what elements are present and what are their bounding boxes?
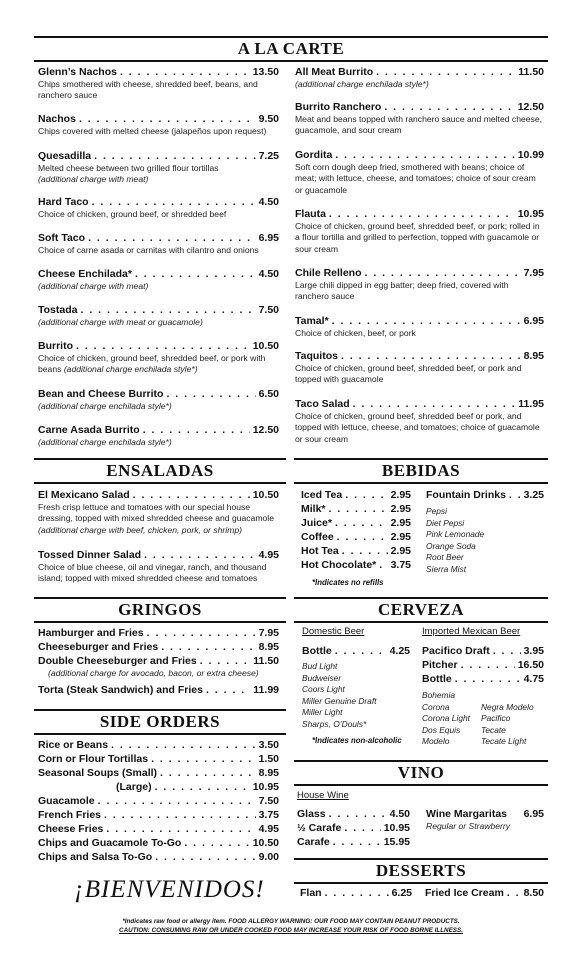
menu-item bbox=[295, 398, 544, 445]
domestic-beer bbox=[302, 645, 410, 731]
menu-item bbox=[38, 113, 279, 137]
menu-item: Double Cheeseburger and Fries . . . 11.50 bbox=[38, 655, 279, 668]
item-price: 6.95 bbox=[523, 808, 544, 820]
menu-item bbox=[295, 101, 544, 137]
item-name: Taco Salad bbox=[295, 398, 350, 410]
menu-item bbox=[295, 208, 544, 255]
item-description: Meat and beans topped with ranchero sauce and melted cheese, guacamole, and sour cream bbox=[295, 114, 542, 136]
item-price: 11.50 bbox=[518, 66, 544, 78]
item-description: Chips covered with melted cheese (jalapeños upon request) bbox=[38, 126, 267, 136]
menu-item bbox=[38, 268, 279, 292]
section-rule bbox=[34, 36, 548, 38]
item-description: Choice of carne asada or carnitas with cilantro and onions bbox=[38, 245, 259, 255]
item-price: 10.95 bbox=[517, 208, 544, 220]
item-description: Melted cheese between two grilled flour tortillas bbox=[38, 163, 219, 173]
item-description: Soft corn dough deep fried, smothered with beans; choice of meat; with lettuce, cheese, and tomatoes; choice of sour cream or guacamole bbox=[295, 162, 536, 195]
menu-item bbox=[295, 350, 544, 386]
item-description: Choice of blue cheese, oil and vinegar, ranch, and thousand island; topped with mixed shredded cheese and tomatoes bbox=[38, 562, 267, 584]
menu-item: Cheese Fries . . . 4.95 bbox=[38, 823, 279, 836]
section-rule bbox=[34, 597, 286, 599]
item-name: Soft Taco bbox=[38, 232, 86, 244]
item-name: Quesadilla bbox=[38, 150, 92, 162]
menu-item: Chips and Guacamole To-Go . . . 10.50 bbox=[38, 837, 279, 850]
imported-beer-list-a: Bohemia Corona Corona Light Dos Equis Modelo bbox=[422, 690, 470, 747]
item-description bbox=[38, 353, 279, 376]
item-name: Nachos bbox=[38, 113, 76, 125]
section-rule bbox=[34, 458, 286, 460]
menu-item: Guacamole . . . 7.50 bbox=[38, 795, 279, 808]
item-price: 11.95 bbox=[518, 398, 544, 410]
drink-row: Hot Tea . . . 2.95 bbox=[301, 545, 411, 558]
item-name: Cheese Enchilada* bbox=[38, 268, 132, 280]
item-name: Bottle bbox=[302, 645, 332, 657]
menu-item: Chips and Salsa To-Go . . . 9.00 bbox=[38, 851, 279, 864]
menu-item bbox=[38, 424, 279, 448]
menu-item: Rice or Beans . . . 3.50 bbox=[38, 739, 279, 752]
dessert-flan bbox=[300, 887, 412, 900]
item-note: (additional charge enchilada style*) bbox=[38, 401, 172, 411]
item-description: Chips smothered with cheese, shredded beef, beans, and ranchero sauce bbox=[38, 79, 258, 101]
item-name: El Mexicano Salad bbox=[38, 489, 130, 501]
item-price: 6.25 bbox=[391, 887, 412, 899]
footer-disclaimer bbox=[0, 917, 582, 935]
section-rule bbox=[34, 482, 286, 484]
section-rule bbox=[34, 733, 286, 735]
menu-item: Glass . . . 4.50 bbox=[297, 808, 410, 821]
imported-beer bbox=[422, 645, 544, 686]
section-rule bbox=[34, 60, 548, 62]
section-rule bbox=[294, 482, 548, 484]
item-name: Tossed Dinner Salad bbox=[38, 549, 142, 561]
menu-item bbox=[38, 489, 279, 536]
item-price: 7.95 bbox=[523, 267, 544, 279]
item-price: 3.25 bbox=[523, 489, 544, 501]
item-description: Choice of chicken, ground beef, shredded beef, or pork and topped with guacamole bbox=[295, 363, 522, 385]
fountain-list: Pepsi Diet Pepsi Pink Lemonade Orange Soda Root Beer Sierra Mist bbox=[426, 506, 485, 574]
drink-row: Coffee . . . 2.95 bbox=[301, 531, 411, 544]
gringos-list bbox=[38, 627, 279, 697]
menu-item: Corn or Flour Tortillas . . . 1.50 bbox=[38, 753, 279, 766]
side-orders-list bbox=[38, 739, 279, 864]
section-rule bbox=[294, 621, 548, 623]
menu-item bbox=[38, 549, 279, 585]
item-price: 6.95 bbox=[523, 315, 544, 327]
item-name: Burrito Ranchero bbox=[295, 101, 382, 113]
item-name: Fountain Drinks bbox=[426, 489, 506, 501]
menu-item: Pacifico Draft . . . 3.95 bbox=[422, 645, 544, 658]
item-name: Tostada bbox=[38, 304, 78, 316]
imported-beer-list-b: Negra Modelo Pacifico Tecate Tecate Light bbox=[481, 701, 534, 747]
item-name: Chile Relleno bbox=[295, 267, 362, 279]
section-title-ensaladas: ENSALADAS bbox=[106, 461, 214, 480]
menu-item: Pitcher . . . 16.50 bbox=[422, 659, 544, 672]
menu-item bbox=[38, 196, 279, 220]
menu-item bbox=[38, 388, 279, 412]
item-name: Taquitos bbox=[295, 350, 338, 362]
item-price: 12.50 bbox=[517, 101, 544, 113]
item-price: 8.50 bbox=[523, 887, 544, 899]
section-title-vino: VINO bbox=[397, 763, 445, 782]
house-wine-header: House Wine bbox=[297, 790, 349, 801]
item-price: 4.95 bbox=[258, 549, 279, 561]
section-title-bebidas: BEBIDAS bbox=[381, 461, 461, 480]
menu-item bbox=[38, 340, 279, 376]
item-name: Flan bbox=[300, 887, 322, 899]
item-description-text: Choice of chicken, ground beef, shredded beef, or pork with beans bbox=[38, 353, 266, 375]
item-price: 4.50 bbox=[258, 268, 279, 280]
item-name: Wine Margaritas bbox=[426, 808, 508, 820]
item-price: 7.25 bbox=[258, 150, 279, 162]
menu-item: Cheeseburger and Fries . . . 8.95 bbox=[38, 641, 279, 654]
fountain-drinks bbox=[426, 489, 544, 576]
item-description: Large chili dipped in egg batter; deep fried, covered with ranchero sauce bbox=[295, 280, 509, 302]
item-name: Carne Asada Burrito bbox=[38, 424, 140, 436]
menu-item: Carafe . . . 15.95 bbox=[297, 836, 410, 849]
wine-margaritas bbox=[426, 808, 544, 832]
section-rule bbox=[294, 760, 548, 762]
item-name: Glenn’s Nachos bbox=[38, 66, 117, 78]
menu-item: Torta (Steak Sandwich) and Fries . . . 11.99 bbox=[38, 684, 279, 697]
section-rule bbox=[294, 882, 548, 884]
bienvenidos-logo-text: ¡BIENVENIDOS! bbox=[74, 876, 265, 903]
house-wine-list bbox=[297, 808, 410, 849]
domestic-beer-header: Domestic Beer bbox=[302, 626, 365, 637]
bebidas-list bbox=[301, 489, 411, 572]
item-price: 10.50 bbox=[252, 489, 279, 501]
menu-item bbox=[295, 66, 544, 90]
item-price: 4.25 bbox=[389, 645, 410, 657]
item-note: (additional charge enchilada style*) bbox=[295, 79, 429, 89]
item-price: 7.50 bbox=[258, 304, 279, 316]
item-name: Bean and Cheese Burrito bbox=[38, 388, 164, 400]
menu-item bbox=[38, 232, 279, 256]
menu-item bbox=[38, 304, 279, 328]
menu-item: (Large) . . . 10.95 bbox=[38, 781, 279, 794]
menu-item bbox=[38, 66, 279, 102]
cerveza-note: *Indicates non-alcoholic bbox=[312, 736, 402, 745]
item-note: (additional charge enchilada style*) bbox=[63, 364, 198, 375]
item-note: (additional charge with beef, chicken, pork, or shrimp) bbox=[38, 524, 242, 535]
menu-item: Hamburger and Fries . . . 7.95 bbox=[38, 627, 279, 640]
section-rule bbox=[294, 458, 548, 460]
item-description: Choice of chicken, ground beef, or shredded beef bbox=[38, 209, 227, 219]
section-title-gringos: GRINGOS bbox=[118, 600, 202, 619]
item-price: 8.95 bbox=[523, 350, 544, 362]
item-description: Choice of chicken, ground beef, shredded beef or pork, and topped with lettuce, cheese, and tomatoes; choice of guacamole or sour cream bbox=[295, 411, 540, 444]
section-rule bbox=[294, 784, 548, 786]
bebidas-note: *Indicates no refills bbox=[312, 578, 384, 587]
menu-item bbox=[295, 315, 544, 339]
section-title-desserts: DESSERTS bbox=[375, 861, 467, 880]
footer-line-2: CAUTION: CONSUMING RAW OR UNDER COOKED FOOD MAY INCREASE YOUR RISK OF FOOD BORNE ILLNESS. bbox=[119, 927, 463, 934]
item-name: Burrito bbox=[38, 340, 73, 352]
footer-line-1: *Indicates raw food or allergy item. FOOD ALLERGY WARNING: OUR FOOD MAY CONTAIN PEANUT PRODUCTS. bbox=[122, 918, 460, 925]
gringos-note: (additional charge for avocado, bacon, or extra cheese) bbox=[48, 668, 259, 678]
item-name: Flauta bbox=[295, 208, 326, 220]
item-note: (additional charge with meat) bbox=[38, 174, 149, 185]
section-title-side-orders: SIDE ORDERS bbox=[99, 712, 221, 731]
section-title-cerveza: CERVEZA bbox=[377, 600, 465, 619]
imported-beer-header: Imported Mexican Beer bbox=[422, 626, 521, 637]
section-rule bbox=[294, 858, 548, 860]
section-rule bbox=[34, 709, 286, 711]
menu-item: French Fries . . . 3.75 bbox=[38, 809, 279, 822]
item-name: Tamal* bbox=[295, 315, 329, 327]
item-name: Hard Taco bbox=[38, 196, 89, 208]
item-price: 6.50 bbox=[258, 388, 279, 400]
item-description: Choice of chicken, beef, or pork bbox=[295, 328, 416, 338]
drink-row: Juice* . . . 2.95 bbox=[301, 517, 411, 530]
section-rule bbox=[34, 621, 286, 623]
item-price: 4.50 bbox=[258, 196, 279, 208]
item-price: 13.50 bbox=[252, 66, 279, 78]
item-price: 10.50 bbox=[252, 340, 279, 352]
item-name: Gordita bbox=[295, 149, 333, 161]
item-note: (additional charge enchilada style*) bbox=[38, 437, 172, 447]
drink-row: Iced Tea . . . 2.95 bbox=[301, 489, 411, 502]
menu-item: ½ Carafe . . . 10.95 bbox=[297, 822, 410, 835]
menu-item bbox=[295, 149, 544, 196]
item-price: 10.99 bbox=[517, 149, 544, 161]
item-note: Regular or Strawberry bbox=[426, 821, 511, 831]
dessert-fried-ice-cream bbox=[425, 887, 544, 900]
item-name: All Meat Burrito bbox=[295, 66, 374, 78]
item-description: Choice of chicken, ground beef, shredded beef, or pork; rolled in a flour tortilla and grilled to perfection, topped with guacamole or sour cream bbox=[295, 221, 540, 254]
item-price: 6.95 bbox=[258, 232, 279, 244]
section-title-a-la-carte: A LA CARTE bbox=[237, 39, 345, 58]
item-note: (additional charge with meat or guacamole) bbox=[38, 317, 203, 327]
drink-row: Milk* . . . 2.95 bbox=[301, 503, 411, 516]
menu-item bbox=[295, 267, 544, 303]
item-description: Fresh crisp lettuce and tomatoes with our special house dressing, topped with mixed shredded cheese and guacamole bbox=[38, 502, 275, 524]
item-note: (additional charge with meat) bbox=[38, 281, 149, 291]
item-price: 12.50 bbox=[252, 424, 279, 436]
menu-item: Bottle . . . 4.75 bbox=[422, 673, 544, 686]
menu-item: Seasonal Soups (Small) . . . 8.95 bbox=[38, 767, 279, 780]
item-name: Fried Ice Cream bbox=[425, 887, 504, 899]
section-rule bbox=[294, 597, 548, 599]
item-price: 9.50 bbox=[258, 113, 279, 125]
domestic-beer-list: Bud Light Budweiser Coors Light Miller Genuine Draft Miller Light Sharps, O’Douls* bbox=[302, 661, 377, 729]
menu-item bbox=[38, 150, 279, 186]
drink-row: Hot Chocolate* . . . 3.75 bbox=[301, 559, 411, 572]
